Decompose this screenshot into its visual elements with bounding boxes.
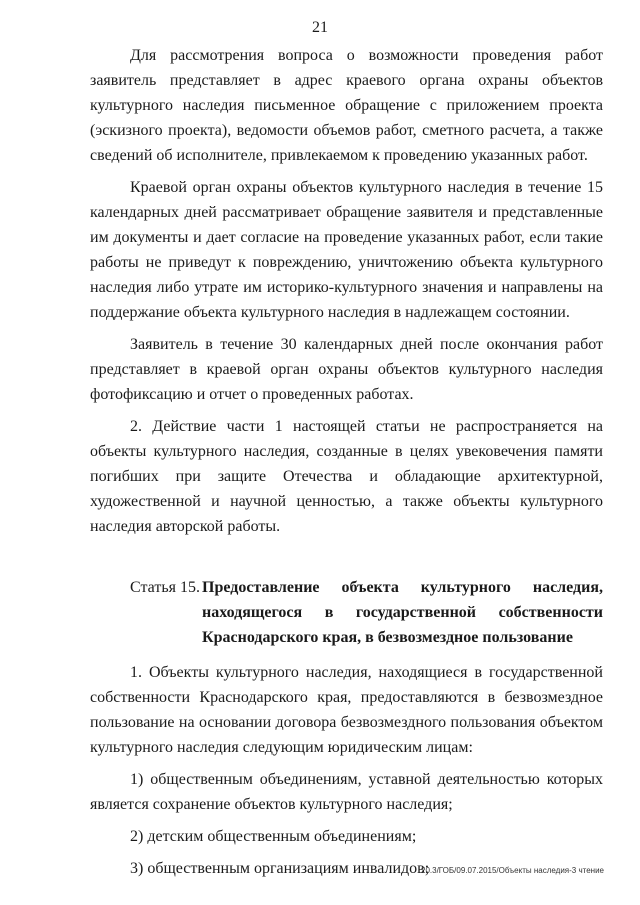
document-body <box>90 43 603 881</box>
paragraph-report: Заявитель в течение 30 календарных дней после окончания работ представляет в краевой орган охраны объектов культурного наследия фотофиксацию и отчет о проведенных работах. <box>90 336 603 403</box>
paragraph-part-1: 1. Объекты культурного наследия, находящиеся в государственной собственности Краснодарского края, предоставляются в безвозмездное пользование на основании договора безвозмездного пользования объектом культурного наследия следующим юридическим лицам: <box>90 664 603 756</box>
page-number: 21 <box>312 19 328 36</box>
list-item: 2) детским общественным объединениям; <box>130 828 417 845</box>
paragraph-part-2: 2. Действие части 1 настоящей статьи не распространяется на объекты культурного наследия, созданные в целях увековечения памяти погибших при защите Отечества и обладающие архитектурной, художественной и научной ценностью, а также объекты культурного наследия авторской работы. <box>90 418 603 535</box>
list-item: 3) общественным организациям инвалидов; <box>130 860 430 877</box>
footer-file-reference: 20.3/ГОБ/09.07.2015/Объекты наследия-3 чтение <box>421 866 604 875</box>
article-title: Предоставление объекта культурного наследия, находящегося в государственной собственности Краснодарского края, в безвозмездное пользование <box>202 579 603 646</box>
article-heading <box>90 575 603 650</box>
paragraph-review: Краевой орган охраны объектов культурного наследия в течение 15 календарных дней рассматривает обращение заявителя и представленные им документы и дает согласие на проведение указанных работ, если такие работы не приведут к повреждению, уничтожению объекта культурного наследия либо утрате им историко-культурного значения и направлены на поддержание объекта культурного наследия в надлежащем состоянии. <box>90 179 603 321</box>
article-label: Статья 15. <box>130 579 200 596</box>
paragraph-application: Для рассмотрения вопроса о возможности проведения работ заявитель представляет в адрес краевого органа охраны объектов культурного наследия письменное обращение с приложением проекта (эскизного проекта), ведомости объемов работ, сметного расчета, а также сведений об исполнителе, привлекаемом к проведению указанных работ. <box>90 47 603 164</box>
list-item: 1) общественным объединениям, уставной деятельностью которых является сохранение объектов культурного наследия; <box>90 771 603 813</box>
